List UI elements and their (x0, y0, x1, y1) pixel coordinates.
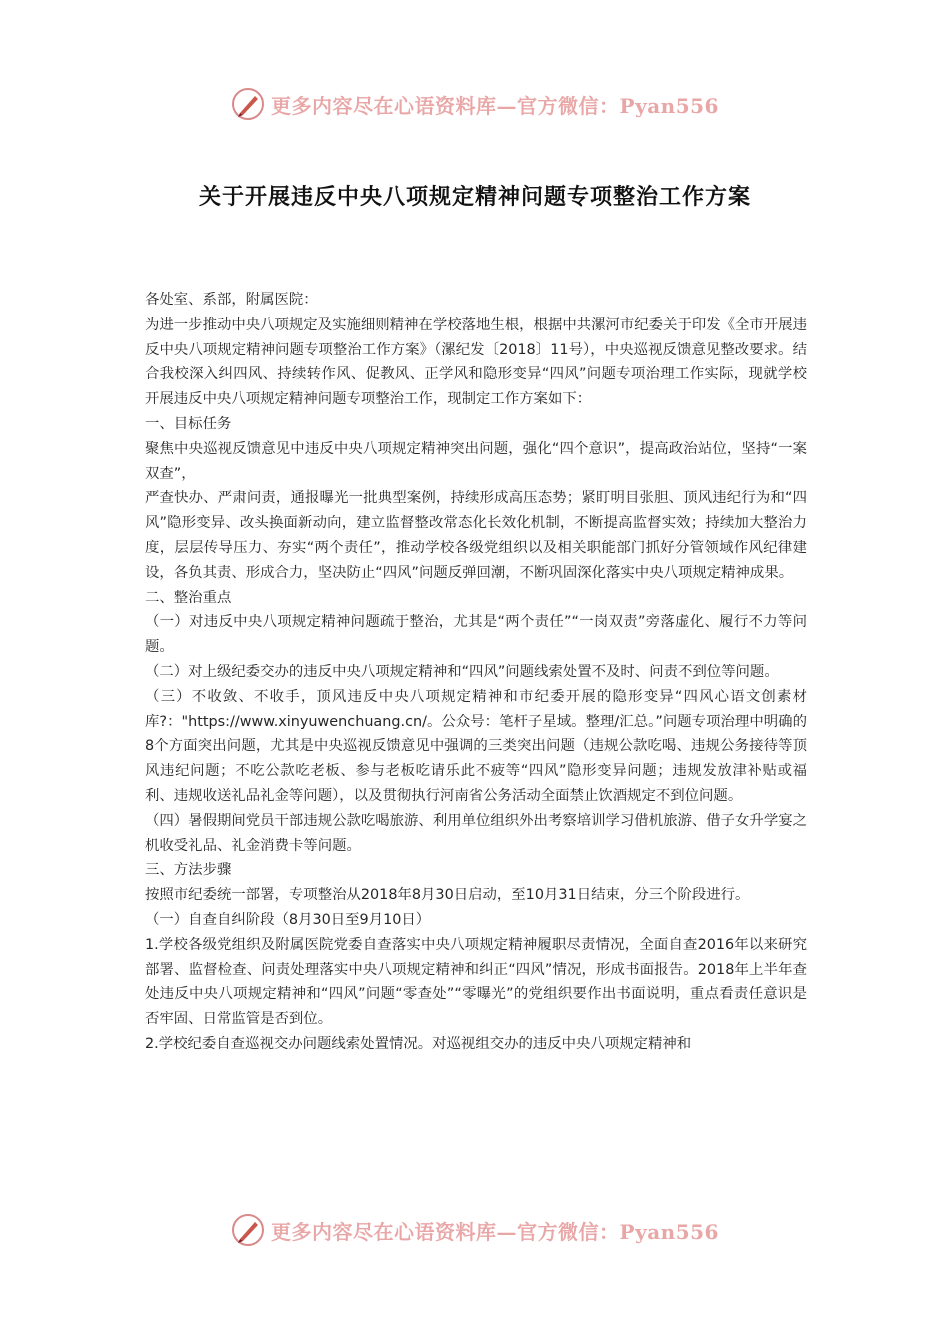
paragraph: 为进一步推动中央八项规定及实施细则精神在学校落地生根，根据中共漯河市纪委关于印发《全市开展违反中央八项规定精神问题专项整治工作方案》（漯纪发〔2018〕11号），中央巡视反馈意见整改要求。结合我校深入纠四风、持续转作风、促教风、正学风和隐形变异“四风”问题专项治理工作实际，现就学校开展违反中央八项规定精神问题专项整治工作，现制定工作方案如下： (145, 316, 807, 408)
section-heading: 二、整治重点 (145, 589, 232, 606)
quill-pen-icon (231, 1213, 265, 1247)
document-title: 关于开展违反中央八项规定精神问题专项整治工作方案 (198, 185, 751, 210)
footer-banner (0, 1210, 950, 1250)
paragraph: 1.学校各级党组织及附属医院党委自查落实中央八项规定精神履职尽责情况，全面自查2016年以来研究部署、监督检查、问责处理落实中央八项规定精神和纠正“四风”情况，形成书面报告。2018年上半年查处违反中央八项规定精神和“四风”问题“零查处”“零曝光”的党组织要作出书面说明，重点看责任意识是否牢固、日常监管是否到位。 (145, 936, 807, 1028)
banner-text: 更多内容尽在心语资料库—官方微信：Pyan556 (271, 93, 719, 118)
paragraph: （三）不收敛、不收手，顶风违反中央八项规定精神和市纪委开展的隐形变异“四风心语文创素材库?："https://www.xinyuwenchuang.cn/。公众号：笔杆子星域。整理/汇总。”问题专项治理中明确的8个方面突出问题，尤其是中央巡视反馈意见中强调的三类突出问题（违规公款吃喝、违规公务接待等顶风违纪问题；不吃公款吃老板、参与老板吃请乐此不疲等“四风”隐形变异问题；违规发放津补贴或福利、违规收送礼品礼金等问题），以及贯彻执行河南省公务活动全面禁止饮酒规定不到位问题。 (145, 688, 807, 804)
paragraph: （二）对上级纪委交办的违反中央八项规定精神和“四风”问题线索处置不及时、问责不到位等问题。 (145, 663, 779, 680)
section-heading: 一、目标任务 (145, 415, 232, 432)
document-body (145, 288, 807, 1057)
banner-text: 更多内容尽在心语资料库—官方微信：Pyan556 (271, 1219, 719, 1244)
paragraph: （一）对违反中央八项规定精神问题疏于整治，尤其是“两个责任”“一岗双责”旁落虚化、履行不力等问题。 (145, 614, 807, 656)
paragraph: （四）暑假期间党员干部违规公款吃喝旅游、利用单位组织外出考察培训学习借机旅游、借子女升学宴之机收受礼品、礼金消费卡等问题。 (145, 812, 807, 854)
header-banner (0, 84, 950, 124)
paragraph: 聚焦中央巡视反馈意见中违反中央八项规定精神突出问题，强化“四个意识”，提高政治站位，坚持“一案双查”， (145, 440, 807, 482)
quill-pen-icon (231, 87, 265, 121)
paragraph: 各处室、系部，附属医院： (145, 292, 318, 308)
subsection-heading: （一）自查自纠阶段（8月30日至9月10日） (145, 911, 431, 928)
section-heading: 三、方法步骤 (145, 862, 232, 879)
paragraph: 严查快办、严肃问责，通报曝光一批典型案例，持续形成高压态势；紧盯明目张胆、顶风违纪行为和“四风”隐形变异、改头换面新动向，建立监督整改常态化长效化机制，不断提高监督实效；持续加大整治力度，层层传导压力、夯实“两个责任”，推动学校各级党组织以及相关职能部门抓好分管领域作风纪律建设，各负其责、形成合力，坚决防止“四风”问题反弹回潮，不断巩固深化落实中央八项规定精神成果。 (145, 490, 807, 581)
paragraph: 2.学校纪委自查巡视交办问题线索处置情况。对巡视组交办的违反中央八项规定精神和 (145, 1035, 692, 1052)
paragraph: 按照市纪委统一部署，专项整治从2018年8月30日启动，至10月31日结束，分三个阶段进行。 (145, 887, 750, 904)
